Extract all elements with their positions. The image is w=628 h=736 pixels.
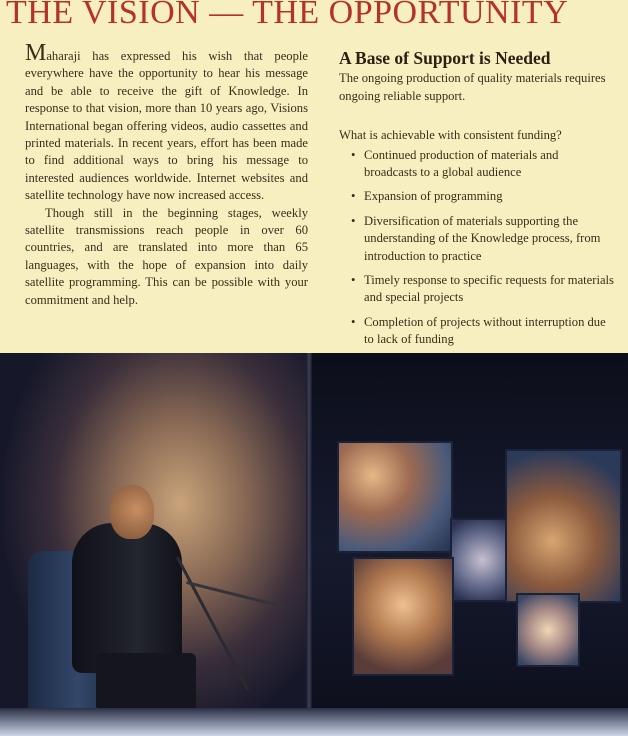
vision-paragraph-1	[25, 40, 308, 205]
bullet-icon: •	[351, 213, 356, 228]
benefit-item	[339, 188, 614, 205]
bullet-icon: •	[351, 189, 356, 204]
support-lead: The ongoing production of quality materials requires ongoing reliable support.	[339, 71, 606, 103]
benefit-item	[339, 213, 614, 265]
page-fold	[306, 353, 312, 736]
stage-floor	[0, 708, 628, 736]
benefit-text: Timely response to specific requests for materials and special projects	[364, 273, 614, 305]
benefit-text: Expansion of programming	[364, 189, 503, 204]
stage-photo	[0, 353, 628, 736]
audience-screen-1	[337, 441, 453, 553]
support-heading: A Base of Support is Needed	[339, 48, 551, 68]
funding-question: What is achievable with consistent funding?	[339, 128, 562, 143]
dropcap-letter: M	[25, 40, 47, 66]
benefits-list	[339, 147, 614, 349]
vision-paragraph-1-text: aharaji has expressed his wish that people everywhere have the opportunity to hear his message and be able to receive the gift of Knowledge. In response to that vision, more than 10 years ago, Visions International began offering videos, audio cassettes and printed materials. In recent years, effort has been made to find additional ways to bring his message to interested audiences worldwide. Internet websites and satellite technology have now increased access.	[25, 49, 308, 203]
benefit-item	[339, 314, 614, 349]
benefit-item	[339, 272, 614, 307]
vision-text-column	[25, 40, 308, 309]
benefit-text: Continued production of materials and broadcasts to a global audience	[364, 147, 559, 180]
benefit-item	[339, 147, 614, 182]
speaker-figure	[72, 523, 182, 673]
benefit-text: Diversification of materials supporting the understanding of the Knowledge process, from introduction to practice	[364, 213, 601, 263]
bullet-icon: •	[351, 273, 356, 288]
audience-screen-5	[516, 593, 580, 667]
support-column	[339, 50, 614, 356]
speaker-legs	[96, 653, 196, 711]
bullet-icon: •	[351, 147, 356, 162]
page-title: THE VISION — THE OPPORTUNITY	[6, 0, 569, 31]
benefit-text: Completion of projects without interruption due to lack of funding	[364, 314, 606, 347]
audience-screen-2	[505, 449, 622, 603]
speaker-head	[110, 485, 154, 539]
bullet-icon: •	[351, 314, 356, 329]
vision-paragraph-2: Though still in the beginning stages, weekly satellite transmissions reach people in over 60 countries, and are translated into more than 65 languages, with the hope of expansion into daily satellite programming. This can be possible with your commitment and help.	[25, 205, 308, 307]
audience-screen-3	[352, 557, 454, 676]
